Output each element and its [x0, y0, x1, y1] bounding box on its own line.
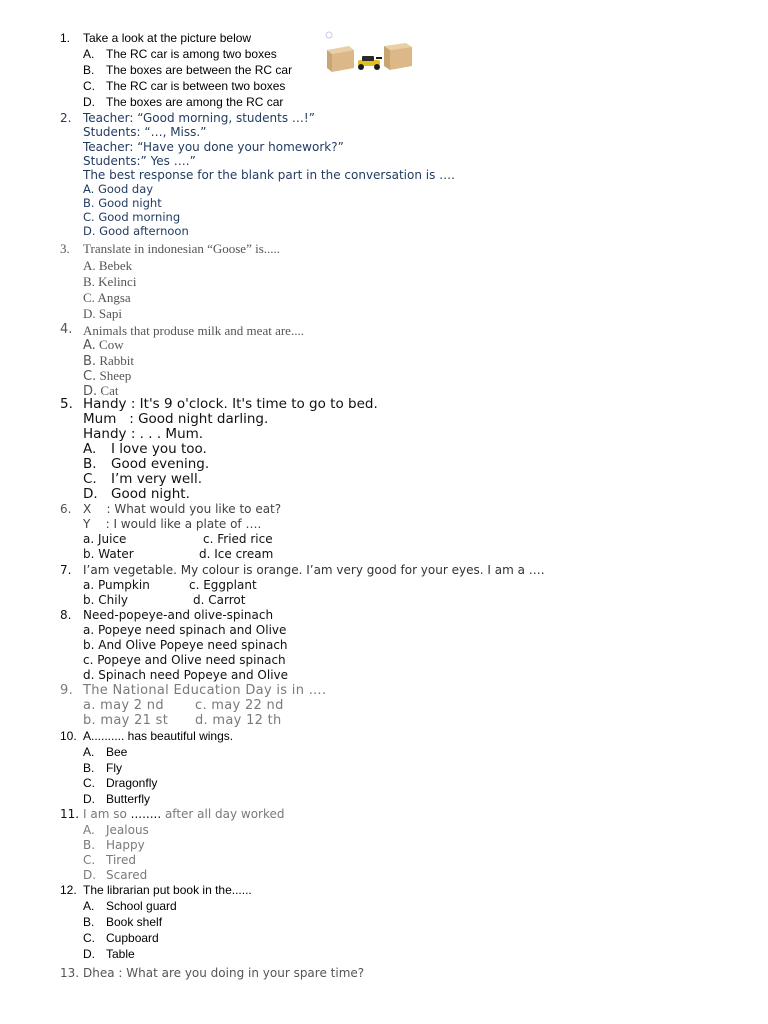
q9-option-c: c. may 22 nd — [195, 698, 284, 713]
q8-question: Need-popeye-and olive-spinach — [83, 608, 274, 622]
q6-number: 6. — [60, 502, 72, 516]
q1-option-b: B. The boxes are between the RC car — [83, 63, 293, 77]
q2-line-5: The best response for the blank part in the conversation is …. — [83, 168, 455, 182]
q12-number: 12. — [60, 883, 77, 897]
q4-option-c: C. Sheep — [83, 368, 132, 384]
q4-option-a: A. Cow — [83, 337, 124, 353]
q3-option-b: B. Kelinci — [83, 274, 137, 289]
q11-option-d: D. Scared — [83, 868, 148, 882]
q7-option-a: a. Pumpkin — [83, 578, 150, 592]
q2-line-1: Teacher: “Good morning, students …!” — [83, 111, 315, 125]
q1-option-d: D. The boxes are among the RC car — [83, 95, 284, 109]
q1-option-a: A. The RC car is among two boxes — [83, 47, 277, 61]
q10-option-a: A. Bee — [83, 745, 128, 759]
q10-option-d: D. Butterfly — [83, 792, 151, 806]
q4-option-d: D. Cat — [83, 383, 119, 399]
q7-option-d: d. Carrot — [193, 593, 246, 607]
q7-number: 7. — [60, 563, 72, 577]
q6-line-2: Y : I would like a plate of …. — [83, 517, 262, 531]
q8-number: 8. — [60, 608, 72, 622]
q3-option-c: C. Angsa — [83, 290, 131, 305]
q6-option-d: d. Ice cream — [199, 547, 274, 561]
q5-number: 5. — [60, 396, 73, 412]
q2-line-3: Teacher: “Have you done your homework?” — [83, 140, 344, 154]
q5-line-1: Handy : It's 9 o'clock. It's time to go to bed. — [83, 396, 378, 412]
q12-option-c: C. Cupboard — [83, 931, 159, 945]
q11-number: 11. — [60, 807, 80, 821]
q8-option-c: c. Popeye and Olive need spinach — [83, 653, 286, 667]
q2-line-4: Students:” Yes ….” — [83, 154, 196, 168]
q1-question: Take a look at the picture below — [83, 31, 252, 45]
q12-option-a: A. School guard — [83, 899, 177, 913]
q2-number: 2. — [60, 111, 72, 125]
q1-option-c: C. The RC car is between two boxes — [83, 79, 286, 93]
q5-option-c: C. I’m very well. — [83, 471, 202, 487]
q9-option-a: a. may 2 nd — [83, 698, 164, 713]
q12-option-d: D. Table — [83, 947, 135, 961]
q9-question: The National Education Day is in …. — [83, 683, 327, 698]
q2-option-b: B. Good night — [83, 196, 162, 210]
q3-option-d: D. Sapi — [83, 306, 122, 321]
q10-number: 10. — [60, 729, 77, 743]
q6-line-1: X : What would you like to eat? — [83, 502, 282, 516]
q5-line-3: Handy : . . . Mum. — [83, 426, 204, 442]
q6-option-a: a. Juice — [83, 532, 127, 546]
q12-option-b: B. Book shelf — [83, 915, 163, 929]
q2-option-a: A. Good day — [83, 182, 154, 196]
q2-option-c: C. Good morning — [83, 210, 181, 224]
q8-option-b: b. And Olive Popeye need spinach — [83, 638, 288, 652]
q5-option-b: B. Good evening. — [83, 456, 210, 472]
q13-question: Dhea : What are you doing in your spare time? — [83, 966, 365, 980]
q3-question: Translate in indonesian “Goose” is..... — [83, 241, 281, 256]
q3-option-a: A. Bebek — [83, 258, 133, 273]
q10-option-b: B. Fly — [83, 761, 122, 775]
q10-question: A.......... has beautiful wings. — [83, 729, 234, 743]
q10-option-c: C. Dragonfly — [83, 776, 158, 790]
q8-option-d: d. Spinach need Popeye and Olive — [83, 668, 289, 682]
q3-number: 3. — [60, 241, 70, 256]
q5-option-d: D. Good night. — [83, 486, 190, 502]
q12-question: The librarian put book in the...... — [83, 883, 252, 897]
q2-option-d: D. Good afternoon — [83, 224, 189, 238]
q7-question: I’am vegetable. My colour is orange. I’am very good for your eyes. I am a …. — [83, 563, 545, 577]
q5-option-a: A. I love you too. — [83, 441, 207, 457]
q7-option-c: c. Eggplant — [189, 578, 257, 592]
q4-option-b: B. Rabbit — [83, 353, 134, 369]
q9-option-b: b. may 21 st — [83, 713, 169, 728]
q11-question: I am so ........ after all day worked — [83, 807, 285, 821]
rc-car-between-boxes-image — [324, 30, 416, 76]
q6-option-b: b. Water — [83, 547, 134, 561]
q5-line-2: Mum : Good night darling. — [83, 411, 269, 427]
q1-number: 1. — [60, 31, 71, 45]
q8-option-a: a. Popeye need spinach and Olive — [83, 623, 287, 637]
q11-option-b: B. Happy — [83, 838, 145, 852]
q7-option-b: b. Chily — [83, 593, 128, 607]
q4-question: Animals that produse milk and meat are.... — [83, 323, 304, 338]
q6-option-c: c. Fried rice — [203, 532, 273, 546]
q9-option-d: d. may 12 th — [195, 713, 282, 728]
q2-line-2: Students: “…, Miss.” — [83, 125, 207, 139]
q13-number: 13. — [60, 966, 80, 980]
q11-option-c: C. Tired — [83, 853, 136, 867]
q4-number: 4. — [60, 322, 73, 337]
q11-option-a: A. Jealous — [83, 823, 149, 837]
q9-number: 9. — [60, 683, 74, 698]
